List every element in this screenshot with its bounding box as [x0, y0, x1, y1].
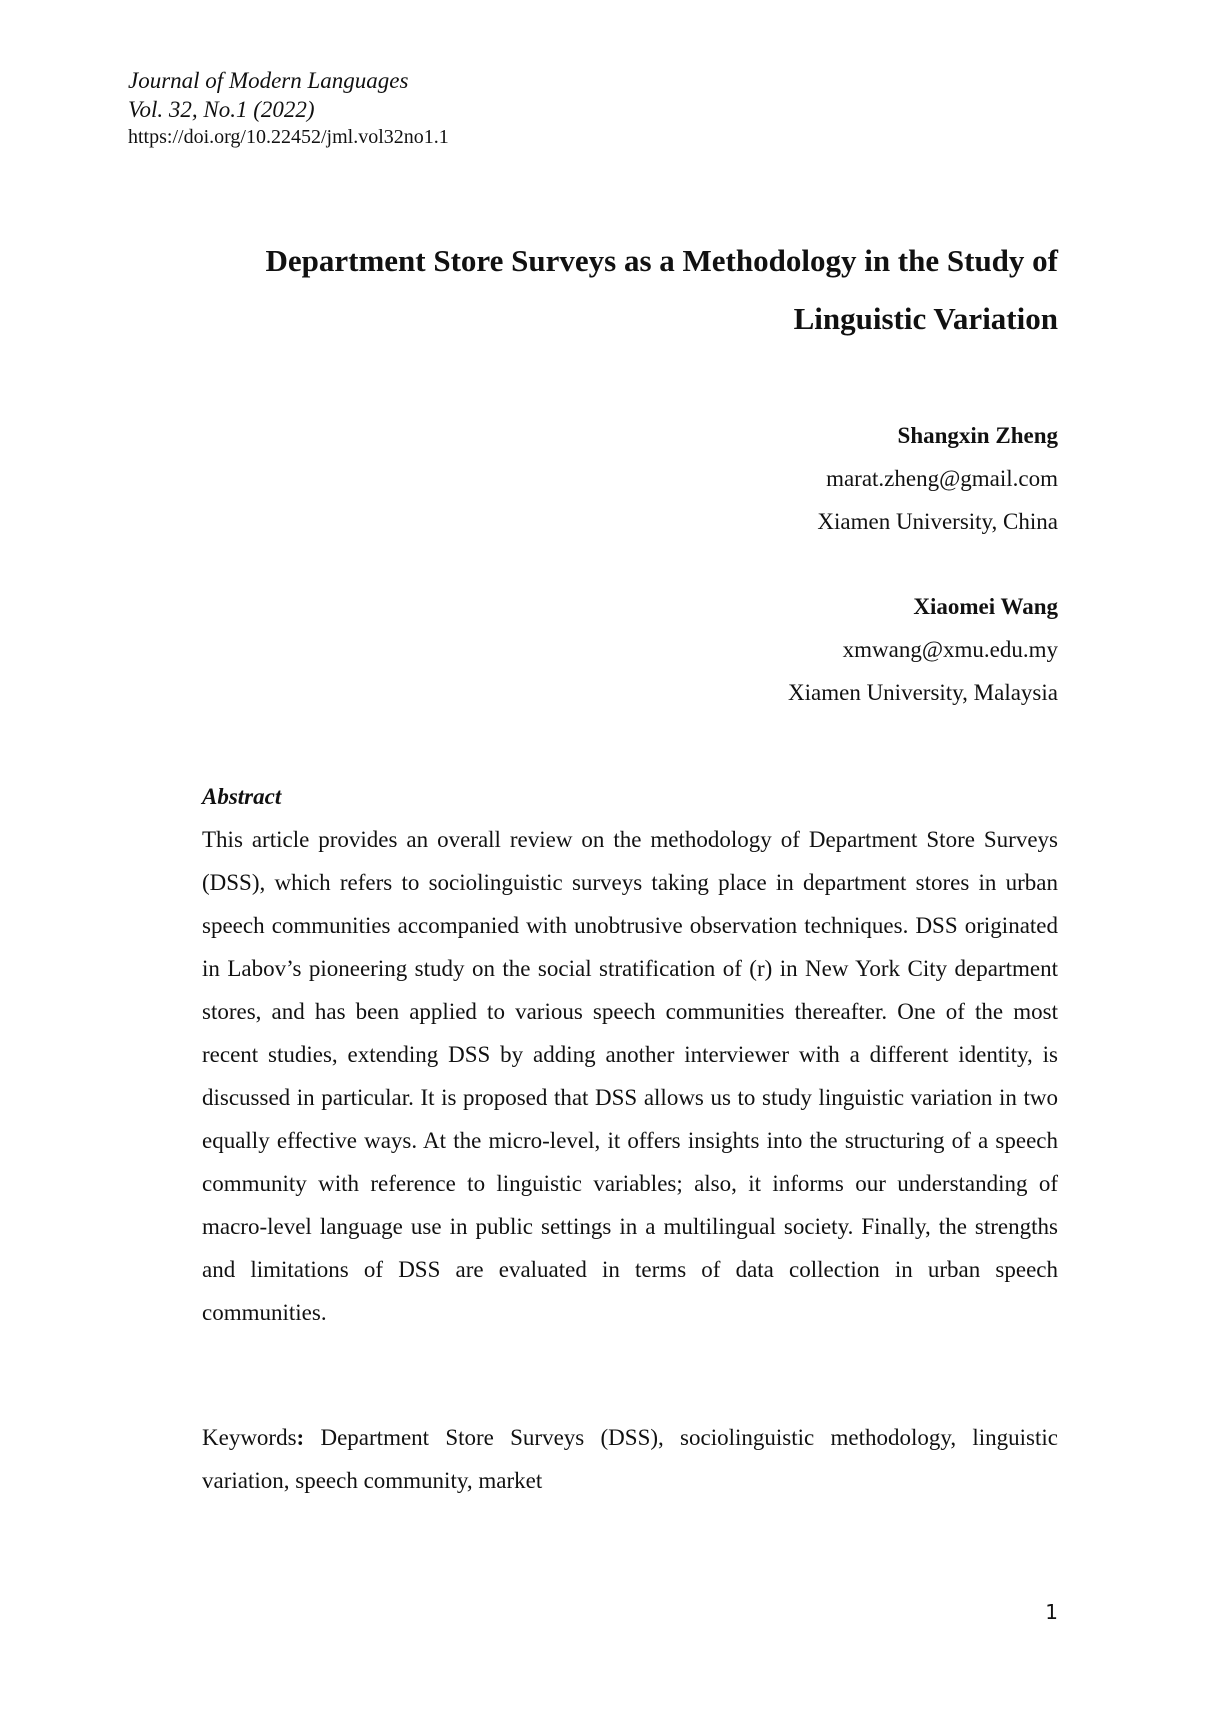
- author-email[interactable]: xmwang@xmu.edu.my: [842, 637, 1058, 662]
- author-list: [788, 414, 1058, 756]
- paper-title-line-1: Department Store Surveys as a Methodology in the Study of: [265, 243, 1058, 278]
- keywords-text: Department Store Surveys (DSS), sociolinguistic methodology, linguistic variation, speech community, market: [202, 1425, 1058, 1493]
- page-number: 1: [1045, 1600, 1058, 1624]
- author-name: Xiaomei Wang: [913, 594, 1058, 619]
- author-name: Shangxin Zheng: [897, 423, 1058, 448]
- paper-title-line-2: Linguistic Variation: [793, 301, 1058, 336]
- author-email[interactable]: marat.zheng@gmail.com: [826, 466, 1058, 491]
- author-block: [788, 585, 1058, 714]
- keywords-colon: :: [296, 1425, 305, 1450]
- author-affiliation: Xiamen University, Malaysia: [788, 680, 1058, 705]
- doi-link[interactable]: https://doi.org/10.22452/jml.vol32no1.1: [128, 126, 449, 148]
- author-affiliation: Xiamen University, China: [817, 509, 1058, 534]
- abstract-heading: Abstract: [202, 784, 282, 809]
- keywords-label: Keywords: [202, 1425, 297, 1450]
- paper-title: [160, 232, 1058, 348]
- abstract-body: This article provides an overall review on the methodology of Department Store Surveys (DSS), which refers to sociolinguistic surveys taking place in department stores in urban speech communities accompanied with unobtrusive observation techniques. DSS originated in Labov’s pioneering study on the social stratification of (r) in New York City department stores, and has been applied to various speech communities thereafter. One of the most recent studies, extending DSS by adding another interviewer with a different identity, is discussed in particular. It is proposed that DSS allows us to study linguistic variation in two equally effective ways. At the micro-level, it offers insights into the structuring of a speech community with reference to linguistic variables; also, it informs our understanding of macro-level language use in public settings in a multilingual society. Finally, the strengths and limitations of DSS are evaluated in terms of data collection in urban speech communities.: [202, 827, 1058, 1325]
- journal-volume: Vol. 32, No.1 (2022): [128, 97, 315, 122]
- journal-header: [128, 66, 449, 150]
- journal-name: Journal of Modern Languages: [128, 68, 409, 93]
- keywords-section: [202, 1416, 1058, 1502]
- author-block: [788, 414, 1058, 543]
- abstract-section: [202, 775, 1058, 1334]
